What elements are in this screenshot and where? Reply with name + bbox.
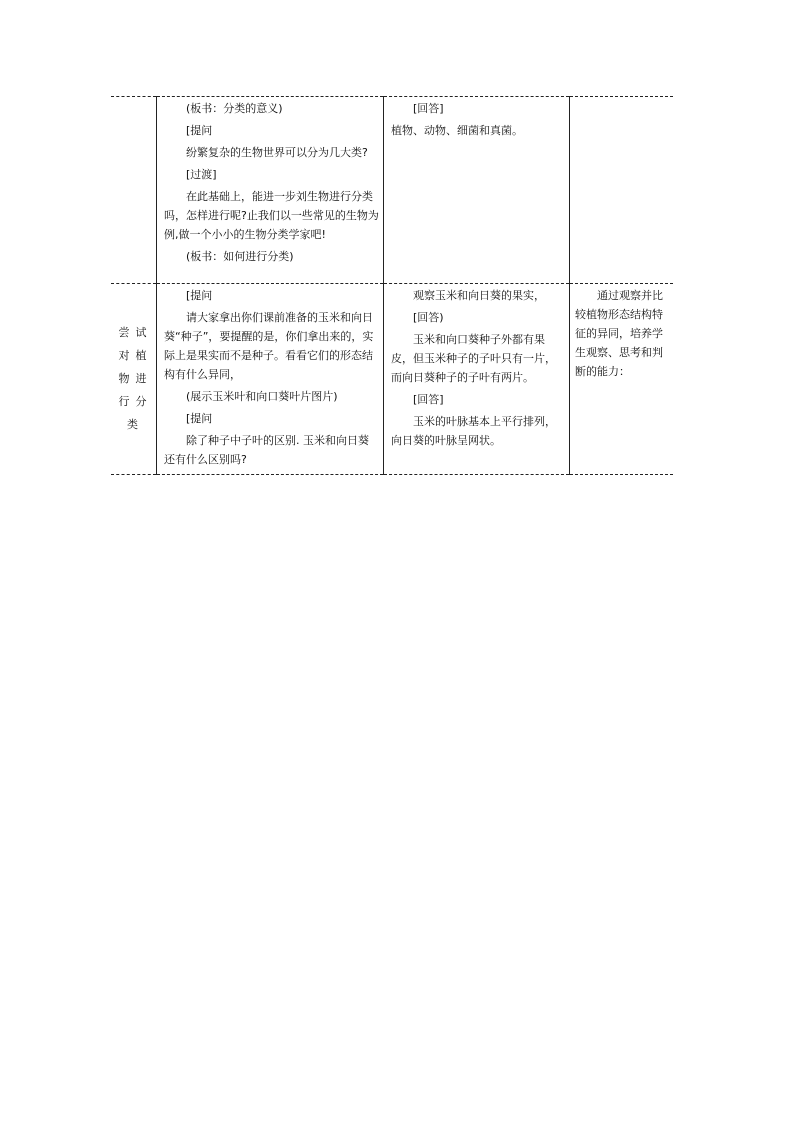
student-activity-cell bbox=[384, 284, 570, 475]
teacher-line: (板书：如何进行分类) bbox=[186, 250, 294, 263]
student-line: 玉米的叶脉基本上平行排列，向日葵的叶脉呈网状。 bbox=[391, 415, 556, 447]
teacher-activity-cell bbox=[157, 284, 384, 475]
teacher-line: [提问 bbox=[186, 289, 213, 302]
topic-cell bbox=[111, 97, 157, 284]
teacher-line: [过渡] bbox=[186, 168, 217, 181]
teacher-line: [提问 bbox=[186, 412, 213, 425]
student-line: [回答) bbox=[413, 311, 444, 324]
student-line: 观察玉米和向日葵的果实， bbox=[413, 289, 545, 302]
topic-text bbox=[111, 97, 156, 134]
teacher-line: 除了种子中子叶的区别. 玉米和向日葵还有什么区别吗? bbox=[164, 434, 369, 466]
teacher-line: (展示玉米叶和向口葵叶片图片) bbox=[186, 390, 338, 403]
design-intent-cell bbox=[570, 284, 674, 475]
teacher-activity-cell bbox=[157, 97, 384, 284]
student-line: [回答] bbox=[413, 102, 444, 115]
topic-cell bbox=[111, 284, 157, 475]
student-activity-cell bbox=[384, 97, 570, 284]
table-row bbox=[111, 97, 673, 284]
teacher-line: 请大家拿出你们课前准备的玉米和向日葵“种子”，要提醒的是，你们拿出来的，实际上是果实而不是种子。看看它们的形态结构有什么异同， bbox=[164, 311, 374, 381]
design-intent-cell bbox=[570, 97, 674, 284]
teacher-line: (板书：分类的意义) bbox=[186, 102, 283, 115]
topic-text: 尝试对植物进行分类 bbox=[118, 326, 153, 431]
intent-text: 通过观察并比较植物形态结构特征的异同，培养学生观察、思考和判断的能力： bbox=[575, 289, 663, 378]
student-line: [回答] bbox=[413, 393, 444, 406]
teacher-line: 纷繁复杂的生物世界可以分为几大类? bbox=[186, 146, 368, 159]
student-line: 玉米和向口葵种子外都有果皮，但玉米种子的子叶只有一片，而向日葵种子的子叶有两片。 bbox=[391, 333, 556, 384]
teacher-line: 在此基础上，能进一步刘生物进行分类吗，怎样进行呢?止我们以一些常见的生物为例,做一个小小的生物分类学家吧! bbox=[164, 190, 379, 241]
teacher-line: [提问 bbox=[186, 124, 213, 137]
table-row bbox=[111, 284, 673, 475]
lesson-plan-table bbox=[111, 96, 673, 475]
student-line: 植物、动物、细菌和真菌。 bbox=[391, 124, 523, 137]
